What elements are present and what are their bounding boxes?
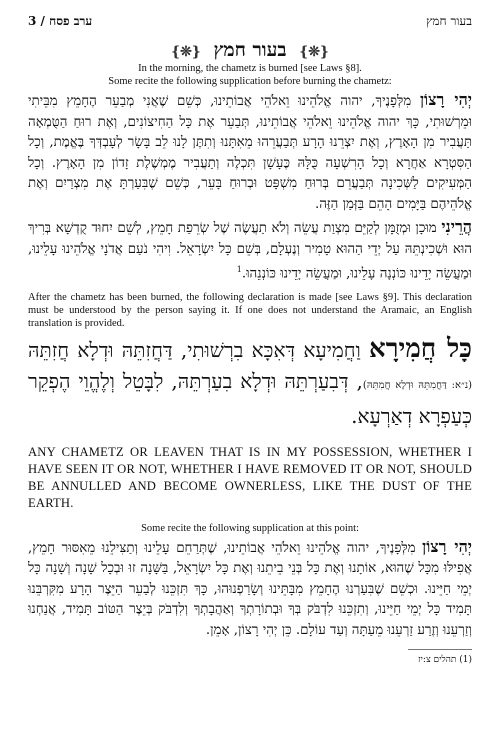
page-label: ערב פסח / 3 [28, 14, 93, 28]
footnote-divider [408, 649, 472, 650]
intro-line-1: In the morning, the chametz is burned [see Laws §8]. [138, 63, 362, 74]
prayer-body: מִלְּפָנֶיךָ, יהוה אֱלֹהֵינוּ וֵאלֹהֵי אֲבוֹתֵינוּ, שֶׁתְּרַחֵם עָלֵינוּ וְתַצִּילֵנוּ מֵאִסּוּר חָמֵץ, אֲפִילּוּ מִכָּל שֶׁהוּא, אוֹתָנוּ וְאֶת כָּל בְּנֵי בֵיתֵנוּ וְאֶת כָּל יִשְׂרָאֵל, בַּשָּׁנָה זוּ וּבְכָל שָׁנָה וְשָׁנָה כָּל יְמֵי חַיֵּינוּ. וּכְשֵׁם שֶׁבִּעַרְנוּ הֶחָמֵץ מִבָּתֵּינוּ וְשָׂרַפְנוּהוּ, כָּךְ תִּזְכֵּנוּ לְבַעֵר הַיֵּצֶר הָרָע מִקִּרְבֵּנוּ תָּמִיד כָּל יְמֵי חַיֵּינוּ, וְתִזְכֵּנוּ לִדְבֹּק בְּךָ וּבְתוֹרָתְךָ וְאַהֲבָתְךָ וְלִדְבֹּק בְּיֵצֶר הַטּוֹב תָּמִיד, אֲנַחְנוּ וְזַרְעֵנוּ וְזֶרַע זַרְעֵנוּ מֵעַתָּה וְעַד עוֹלָם. כֵּן יְהִי רָצוֹן, אָמֵן. [28, 540, 472, 638]
prayer-lead-word: יְהִי רָצוֹן [422, 536, 472, 556]
intro-supplication-2: Some recite the following supplication at this point: [141, 522, 359, 534]
prayer-lead-word: הֲרֵינִי [441, 217, 472, 236]
declaration-lead: כָּל חֲמִירָא [369, 333, 472, 364]
section-title [28, 39, 472, 62]
title-text: בעור חמץ [213, 39, 287, 61]
prayer-lead-word: יְהִי רָצוֹן [419, 90, 472, 109]
intro-line-2: Some recite the following supplication before burning the chametz: [108, 76, 392, 87]
ornament-right-icon: {❊} [299, 44, 329, 60]
ornament-left-icon: {❊} [171, 44, 201, 60]
footnote: (1) תהלים צ:יז [418, 655, 472, 666]
kol-chamira-declaration [28, 334, 472, 432]
prayer-hareini [28, 217, 472, 285]
declaration-body-1: וַחֲמִיעָא דְּאִכָּא בִרְשׁוּתִי, דַּחֲזִתֵּהּ וּדְלָא חֲזִתֵּהּ [28, 337, 370, 362]
declaration-instruction: After the chametz has been burned, the following declaration is made [see Laws §9]. This declaration must be understood by the person saying it. If one does not understand the Aramaic, an English translation is provided. [28, 291, 472, 329]
declaration-body-2: , דְּבִעַרְתֵּהּ וּדְלָא בִעַרְתֵּהּ, לִבָּטֵל וְלֶהֱוֵי הֶפְקֵר כְּעַפְרָא דְאַרְעָא. [28, 368, 472, 428]
footnote-marker: 1 [236, 265, 242, 274]
english-translation: ANY CHAMETZ OR LEAVEN THAT IS IN MY POSSESSION, WHETHER I HAVE SEEN IT OR NOT, WHETHER I HAVE REMOVED IT OR NOT, SHOULD BE ANNULLED AND BECOME OWNERLESS, LIKE THE DUST OF THE EARTH. [28, 444, 472, 510]
prayer-yehi-ratzon-1 [28, 90, 472, 215]
variant-reading: (נ״א: דַּחֲמִתֵּהּ וּדְלָא חֲמִתֵּהּ) [362, 379, 472, 391]
running-header [28, 14, 472, 29]
prayer-yehi-ratzon-2 [28, 537, 472, 642]
prayer-body: מִלְּפָנֶיךָ, יהוה אֱלֹהֵינוּ וֵאלֹהֵי אֲבוֹתֵינוּ, כְּשֵׁם שֶׁאֲנִי מְבַעֵר הֶחָמֵץ מִבֵּיתִי וּמֵרְשׁוּתִי, כָּךְ יהוה אֱלֹהֵינוּ וֵאלֹהֵי אֲבוֹתֵינוּ, תְּבַעֵר אֶת כָּל הַחִיצוֹנִים, וְאֶת רוּחַ הַטֻּמְאָה תַּעֲבִיר מִן הָאָרֶץ, וְאֶת יִצְרֵנוּ הָרָע תְּבַעֲרֵהוּ מֵאִתָּנוּ וְתִתֶּן לָנוּ לֵב בָּשָׂר לְעָבְדְּךָ בֶּאֱמֶת, וְכָל הַסִּטְרָא אַחֲרָא וְכָל הָרִשְׁעָה כֻּלָּהּ כֶּעָשָׁן תִּכְלֶה וְתַעֲבִיר מֶמְשֶׁלֶת זָדוֹן מִן הָאָרֶץ. וְכָל הַמְּעִיקִים לַשְּׁכִינָה תְּבַעֲרֵם בְּרוּחַ מִשְׁפָּט וּבְרוּחַ בָּעֵר, כְּשֵׁם שֶׁבִּעַרְתָּ אֶת מִצְרַיִם וְאֶת אֱלֹהֵיהֶם בַּיָּמִים הָהֵם בַּזְּמַן הַזֶּה. [28, 94, 472, 212]
prayer-body: מוּכָן וּמְזֻמָּן לְקַיֵּם מִצְוַת עֲשֵׂה וְלֹא תַעֲשֶׂה שֶׁל שְׂרֵפַת חָמֵץ, לְשֵׁם יִחוּד קֻדְשָׁא בְּרִיךְ הוּא וּשְׁכִינְתֵּהּ עַל יְדֵי הַהוּא טָמִיר וְנֶעְלָם, בְּשֵׁם כָּל יִשְׂרָאֵל. וִיהִי נֹעַם אֲדֹנָי אֱלֹהֵינוּ עָלֵינוּ, וּמַעֲשֵׂה יָדֵינוּ כּוֹנְנָה עָלֵינוּ, וּמַעֲשֵׂה יָדֵינוּ כּוֹנְנֵהוּ. [28, 221, 472, 282]
section-label: בעור חמץ [426, 14, 472, 28]
